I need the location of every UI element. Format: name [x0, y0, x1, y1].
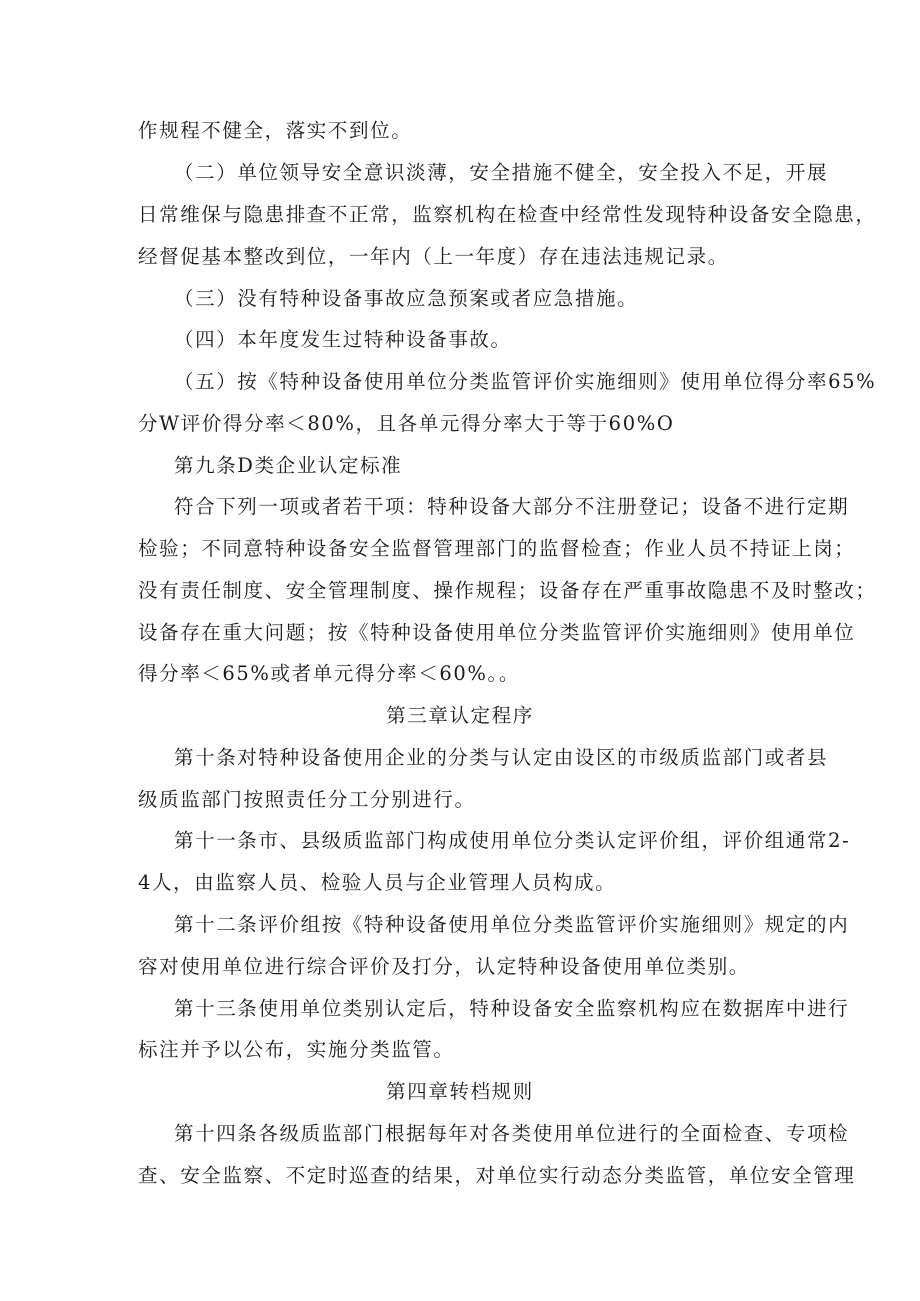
paragraph-line: （三）没有特种设备事故应急预案或者应急措施。	[174, 287, 639, 310]
paragraph-line: 作规程不健全，落实不到位。	[138, 119, 413, 142]
paragraph-line: 第十二条评价组按《特种设备使用单位分类监管评价实施细则》规定的内	[174, 913, 850, 936]
paragraph-line: 级质监部门按照责任分工分别进行。	[138, 788, 476, 811]
paragraph-line: 第十四条各级质监部门根据每年对各类使用单位进行的全面检查、专项检	[174, 1122, 850, 1145]
paragraph-line: （四）本年度发生过特种设备事故。	[174, 328, 512, 351]
paragraph-line: 经督促基本整改到位，一年内（上一年度）存在违法违规记录。	[138, 245, 729, 268]
paragraph-line: （五）按《特种设备使用单位分类监管评价实施细则》使用单位得分率65%	[174, 370, 877, 393]
paragraph-line: 没有责任制度、安全管理制度、操作规程；设备存在严重事故隐患不及时整改；	[138, 579, 877, 602]
section-heading: 第九条D类企业认定标准	[174, 454, 403, 477]
paragraph-line: 符合下列一项或者若干项：特种设备大部分不注册登记；设备不进行定期	[174, 495, 850, 518]
paragraph-line: 第十一条市、县级质监部门构成使用单位分类认定评价组，评价组通常2-	[174, 829, 851, 852]
paragraph-line: 标注并予以公布，实施分类监管。	[138, 1038, 455, 1061]
paragraph-line: 得分率＜65%或者单元得分率＜60%。。	[138, 662, 520, 685]
paragraph-line: 第十三条使用单位类别认定后，特种设备安全监察机构应在数据库中进行	[174, 997, 850, 1020]
paragraph-line: 日常维保与隐患排查不正常，监察机构在检查中经常性发现特种设备安全隐患，	[138, 203, 877, 226]
chapter-heading: 第三章认定程序	[386, 704, 534, 727]
paragraph-line: 设备存在重大问题；按《特种设备使用单位分类监管评价实施细则》使用单位	[138, 621, 856, 644]
paragraph-line: 分W评价得分率＜80%，且各单元得分率大于等于60%O	[138, 412, 675, 435]
paragraph-line: 第十条对特种设备使用企业的分类与认定由设区的市级质监部门或者县	[174, 746, 829, 769]
paragraph-line: （二）单位领导安全意识淡薄，安全措施不健全，安全投入不足，开展	[174, 161, 829, 184]
paragraph-line: 容对使用单位进行综合评价及打分，认定特种设备使用单位类别。	[138, 955, 750, 978]
paragraph-line: 检验；不同意特种设备安全监督管理部门的监督检查；作业人员不持证上岗；	[138, 537, 856, 560]
chapter-heading: 第四章转档规则	[386, 1080, 534, 1103]
paragraph-line: 4人，由监察人员、检验人员与企业管理人员构成。	[138, 871, 617, 894]
paragraph-line: 查、安全监察、不定时巡查的结果，对单位实行动态分类监管，单位安全管理	[138, 1164, 856, 1187]
